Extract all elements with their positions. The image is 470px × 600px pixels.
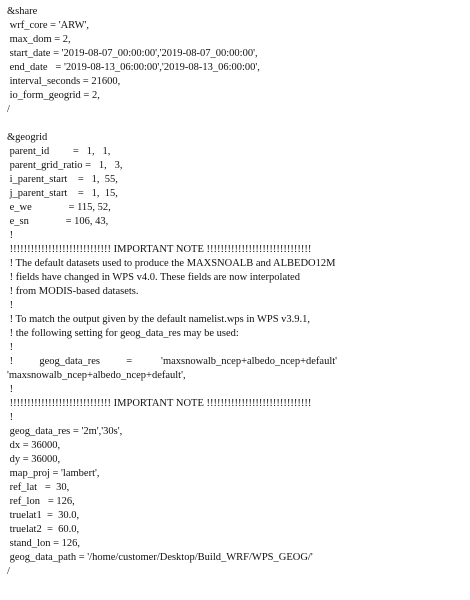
text-line: 'maxsnowalb_ncep+albedo_ncep+default', [7, 370, 186, 381]
text-line: &geogrid [7, 132, 48, 143]
text-line: geog_data_res = '2m','30s', [7, 426, 123, 437]
text-line: ! [7, 342, 14, 353]
text-line: truelat2 = 60.0, [7, 524, 80, 535]
text-line: ref_lat = 30, [7, 482, 70, 493]
text-line: wrf_core = 'ARW', [7, 20, 90, 31]
text-line: truelat1 = 30.0, [7, 510, 80, 521]
text-line: geog_data_path = '/home/customer/Desktop/Build_WRF/WPS_GEOG/' [7, 552, 313, 563]
text-line: dx = 36000, [7, 440, 61, 451]
text-line: ! [7, 230, 14, 241]
text-line: ref_lon = 126, [7, 496, 75, 507]
text-line: dy = 36000, [7, 454, 61, 465]
text-line: parent_id = 1, 1, [7, 146, 111, 157]
text-line: j_parent_start = 1, 15, [7, 188, 118, 199]
text-line: ! The default datasets used to produce the MAXSNOALB and ALBEDO12M [7, 258, 336, 269]
text-line: ! [7, 300, 14, 311]
text-line: / [7, 104, 10, 115]
text-line: end_date = '2019-08-13_06:00:00','2019-08-13_06:00:00', [7, 62, 260, 73]
text-line: !!!!!!!!!!!!!!!!!!!!!!!!!!!!! IMPORTANT NOTE !!!!!!!!!!!!!!!!!!!!!!!!!!!!!! [7, 398, 312, 409]
text-line: ! the following setting for geog_data_res may be used: [7, 328, 239, 339]
text-line: map_proj = 'lambert', [7, 468, 100, 479]
text-line: ! [7, 412, 14, 423]
text-line: ! from MODIS-based datasets. [7, 286, 139, 297]
text-line: e_we = 115, 52, [7, 202, 111, 213]
text-line: stand_lon = 126, [7, 538, 81, 549]
text-line: max_dom = 2, [7, 34, 71, 45]
text-line: io_form_geogrid = 2, [7, 90, 100, 101]
text-line: ! fields have changed in WPS v4.0. These fields are now interpolated [7, 272, 300, 283]
text-line: parent_grid_ratio = 1, 3, [7, 160, 123, 171]
text-line: start_date = '2019-08-07_00:00:00','2019-08-07_00:00:00', [7, 48, 258, 59]
text-line: ! geog_data_res = 'maxsnowalb_ncep+albedo_ncep+default' [7, 356, 338, 367]
text-line: !!!!!!!!!!!!!!!!!!!!!!!!!!!!! IMPORTANT NOTE !!!!!!!!!!!!!!!!!!!!!!!!!!!!!! [7, 244, 312, 255]
text-line: ! [7, 384, 14, 395]
text-line: interval_seconds = 21600, [7, 76, 121, 87]
text-line: ! To match the output given by the default namelist.wps in WPS v3.9.1, [7, 314, 311, 325]
text-line: i_parent_start = 1, 55, [7, 174, 118, 185]
text-line: e_sn = 106, 43, [7, 216, 109, 227]
text-line: / [7, 566, 10, 577]
text-line: &share [7, 6, 38, 17]
